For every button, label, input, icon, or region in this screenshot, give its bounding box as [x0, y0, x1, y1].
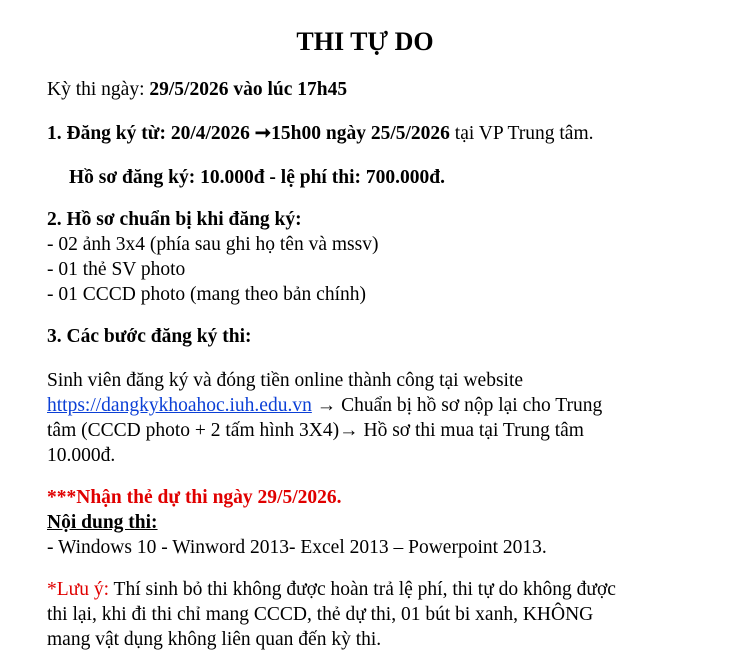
- arrow-right-icon: ➞: [254, 123, 272, 144]
- registration-heading: 1. Đăng ký từ: 20/4/2026: [47, 123, 255, 144]
- documents-item: - 01 thẻ SV photo: [47, 259, 186, 280]
- note-line: thi lại, khi đi thi chỉ mang CCCD, thẻ dự thi, 01 bút bi xanh, KHÔNG: [47, 604, 594, 625]
- steps-text-line: 10.000đ.: [47, 445, 116, 466]
- registration-place: tại VP Trung tâm.: [449, 123, 594, 144]
- note-line: mang vật dụng không liên quan đến kỳ thi.: [47, 629, 382, 650]
- documents-heading: 2. Hồ sơ chuẩn bị khi đăng ký:: [47, 209, 302, 230]
- registration-website-link[interactable]: https://dangkykhoahoc.iuh.edu.vn: [47, 395, 312, 416]
- exam-date-label: Kỳ thi ngày:: [47, 79, 150, 100]
- page-title: THI TỰ DO: [296, 27, 434, 56]
- exam-content-heading: Nội dung thi:: [47, 512, 158, 533]
- steps-text-line: Sinh viên đăng ký và đóng tiền online thành công tại website: [47, 370, 524, 391]
- steps-text-continued: → Chuẩn bị hồ sơ nộp lại cho Trung: [311, 395, 603, 416]
- exam-date-value: 29/5/2026 vào lúc 17h45: [149, 79, 348, 100]
- note-text: Thí sinh bỏ thi không được hoàn trả lệ phí, thi tự do không được: [109, 579, 616, 600]
- steps-heading: 3. Các bước đăng ký thi:: [47, 326, 252, 347]
- steps-text-line: tâm (CCCD photo + 2 tấm hình 3X4)→ Hồ sơ thi mua tại Trung tâm: [47, 420, 584, 441]
- fees-line: Hồ sơ đăng ký: 10.000đ - lệ phí thi: 700.000đ.: [69, 167, 445, 188]
- note-label: *Lưu ý:: [47, 579, 110, 600]
- registration-end: 15h00 ngày 25/5/2026: [271, 123, 450, 144]
- exam-date-line: [47, 78, 347, 102]
- documents-item: - 02 ảnh 3x4 (phía sau ghi họ tên và mssv): [47, 234, 379, 255]
- note-line: [47, 578, 616, 602]
- steps-text-line: [47, 394, 602, 418]
- documents-item: - 01 CCCD photo (mang theo bản chính): [47, 284, 366, 305]
- registration-period-line: [47, 122, 594, 146]
- card-notice: ***Nhận thẻ dự thi ngày 29/5/2026.: [47, 487, 342, 508]
- exam-content-text: - Windows 10 - Winword 2013- Excel 2013 – Powerpoint 2013.: [47, 537, 547, 558]
